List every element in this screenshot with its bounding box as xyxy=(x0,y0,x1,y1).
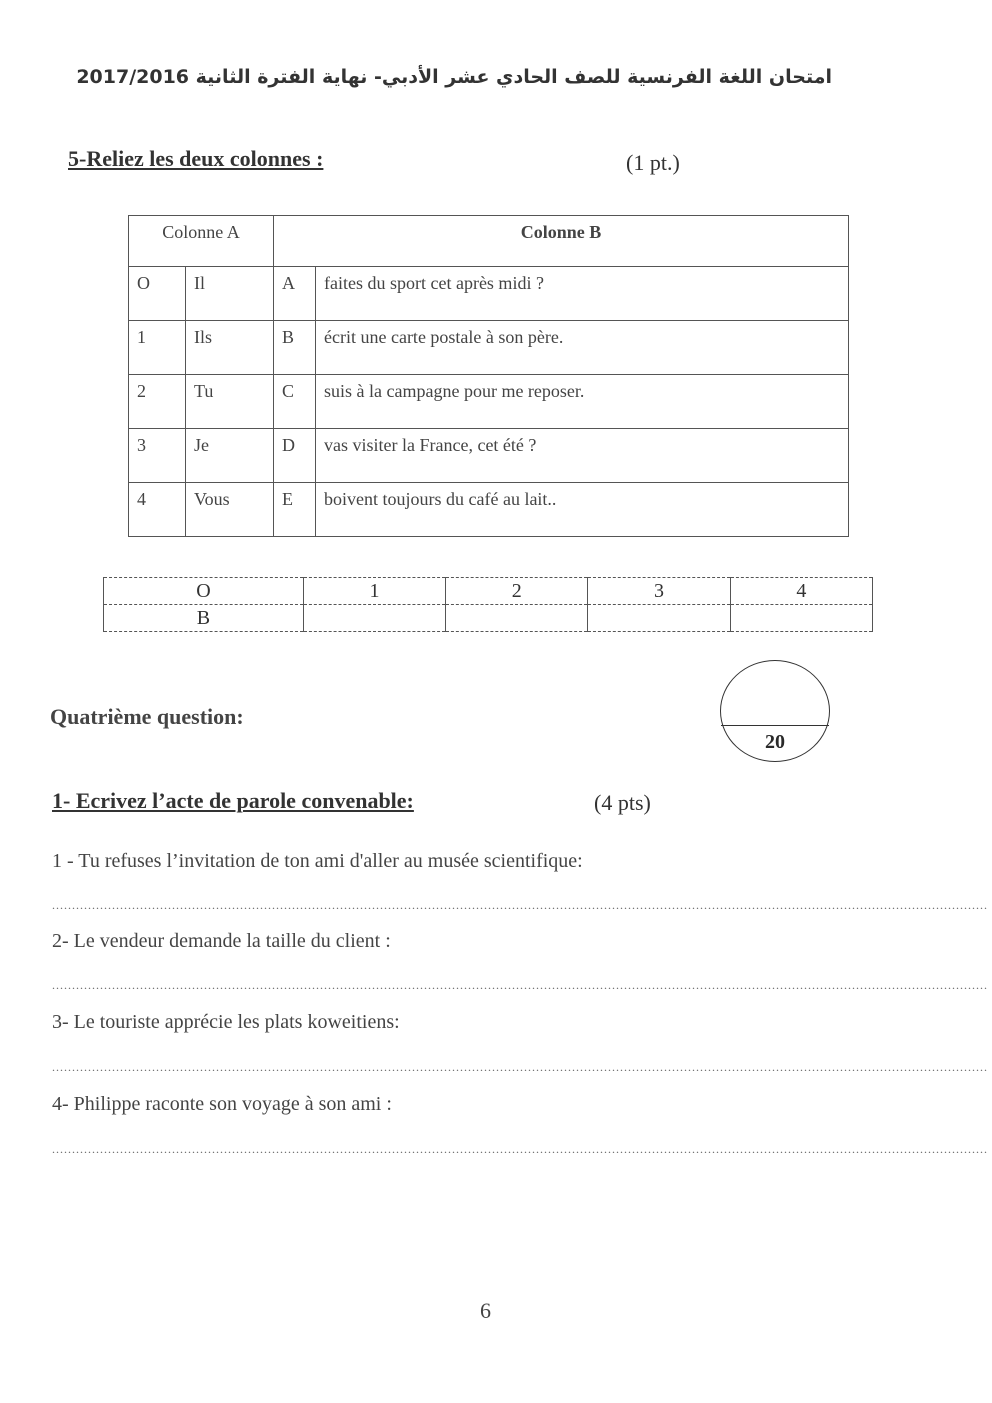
answer-header-cell: 2 xyxy=(446,578,588,605)
prompt-3: 3- Le touriste apprécie les plats koweitiens: xyxy=(52,1011,400,1033)
page-number: 6 xyxy=(480,1298,491,1323)
row-subject: Tu xyxy=(186,375,274,429)
answer-header-cell: 3 xyxy=(588,578,730,605)
exercise1-points: (4 pts) xyxy=(594,790,651,815)
table-row xyxy=(129,267,849,321)
answer-value-cell[interactable] xyxy=(730,605,872,632)
answer-grid xyxy=(103,577,873,632)
exercise5-title-text: 5-Reliez les deux colonnes : xyxy=(68,146,324,171)
score-circle xyxy=(720,660,830,762)
column-a-header: Colonne A xyxy=(129,216,274,267)
prompt-1: 1 - Tu refuses l’invitation de ton ami d'aller au musée scientifique: xyxy=(52,850,583,872)
row-letter: D xyxy=(274,429,316,483)
row-subject: Ils xyxy=(186,321,274,375)
column-b-header: Colonne B xyxy=(274,216,849,267)
matching-table xyxy=(128,215,849,537)
exercise5-points: (1 pt.) xyxy=(626,150,680,175)
answer-header-cell: 4 xyxy=(730,578,872,605)
row-letter: E xyxy=(274,483,316,537)
answer-value-cell[interactable] xyxy=(303,605,445,632)
row-phrase: suis à la campagne pour me reposer. xyxy=(316,375,849,429)
table-row xyxy=(129,483,849,537)
row-number: 1 xyxy=(129,321,186,375)
answer-line-3[interactable]: .......................................................................................................................................................................................................................................... xyxy=(52,1060,988,1074)
prompt-2: 2- Le vendeur demande la taille du client : xyxy=(52,930,391,952)
row-number: O xyxy=(129,267,186,321)
exercise1-title xyxy=(52,788,414,814)
answer-grid-value-row xyxy=(104,605,873,632)
answer-line-4[interactable]: .......................................................................................................................................................................................................................................... xyxy=(52,1142,988,1156)
exercise5-title xyxy=(68,146,323,172)
row-subject: Vous xyxy=(186,483,274,537)
row-letter: B xyxy=(274,321,316,375)
answer-line-1[interactable]: .......................................................................................................................................................................................................................................... xyxy=(52,898,988,912)
question4-title: Quatrième question: xyxy=(50,704,244,729)
row-letter: A xyxy=(274,267,316,321)
row-subject: Il xyxy=(186,267,274,321)
answer-value-cell: B xyxy=(104,605,304,632)
table-row xyxy=(129,321,849,375)
row-phrase: écrit une carte postale à son père. xyxy=(316,321,849,375)
row-subject: Je xyxy=(186,429,274,483)
row-letter: C xyxy=(274,375,316,429)
prompt-4: 4- Philippe raconte son voyage à son ami : xyxy=(52,1093,392,1115)
answer-header-cell: 1 xyxy=(303,578,445,605)
answer-grid-header-row xyxy=(104,578,873,605)
answer-value-cell[interactable] xyxy=(588,605,730,632)
answer-header-cell: O xyxy=(104,578,304,605)
row-number: 4 xyxy=(129,483,186,537)
exam-header: امتحان اللغة الفرنسية للصف الحادي عشر الأدبي- نهاية الفترة الثانية 2017/2016 xyxy=(76,66,832,88)
exercise1-title-text: 1- Ecrivez l’acte de parole convenable: xyxy=(52,788,414,813)
score-divider xyxy=(721,725,829,726)
row-number: 3 xyxy=(129,429,186,483)
row-number: 2 xyxy=(129,375,186,429)
score-total: 20 xyxy=(765,731,785,753)
row-phrase: faites du sport cet après midi ? xyxy=(316,267,849,321)
table-row xyxy=(129,375,849,429)
answer-line-2[interactable]: .......................................................................................................................................................................................................................................... xyxy=(52,978,988,992)
row-phrase: boivent toujours du café au lait.. xyxy=(316,483,849,537)
row-phrase: vas visiter la France, cet été ? xyxy=(316,429,849,483)
table-row xyxy=(129,429,849,483)
matching-table-header xyxy=(129,216,849,267)
answer-value-cell[interactable] xyxy=(446,605,588,632)
